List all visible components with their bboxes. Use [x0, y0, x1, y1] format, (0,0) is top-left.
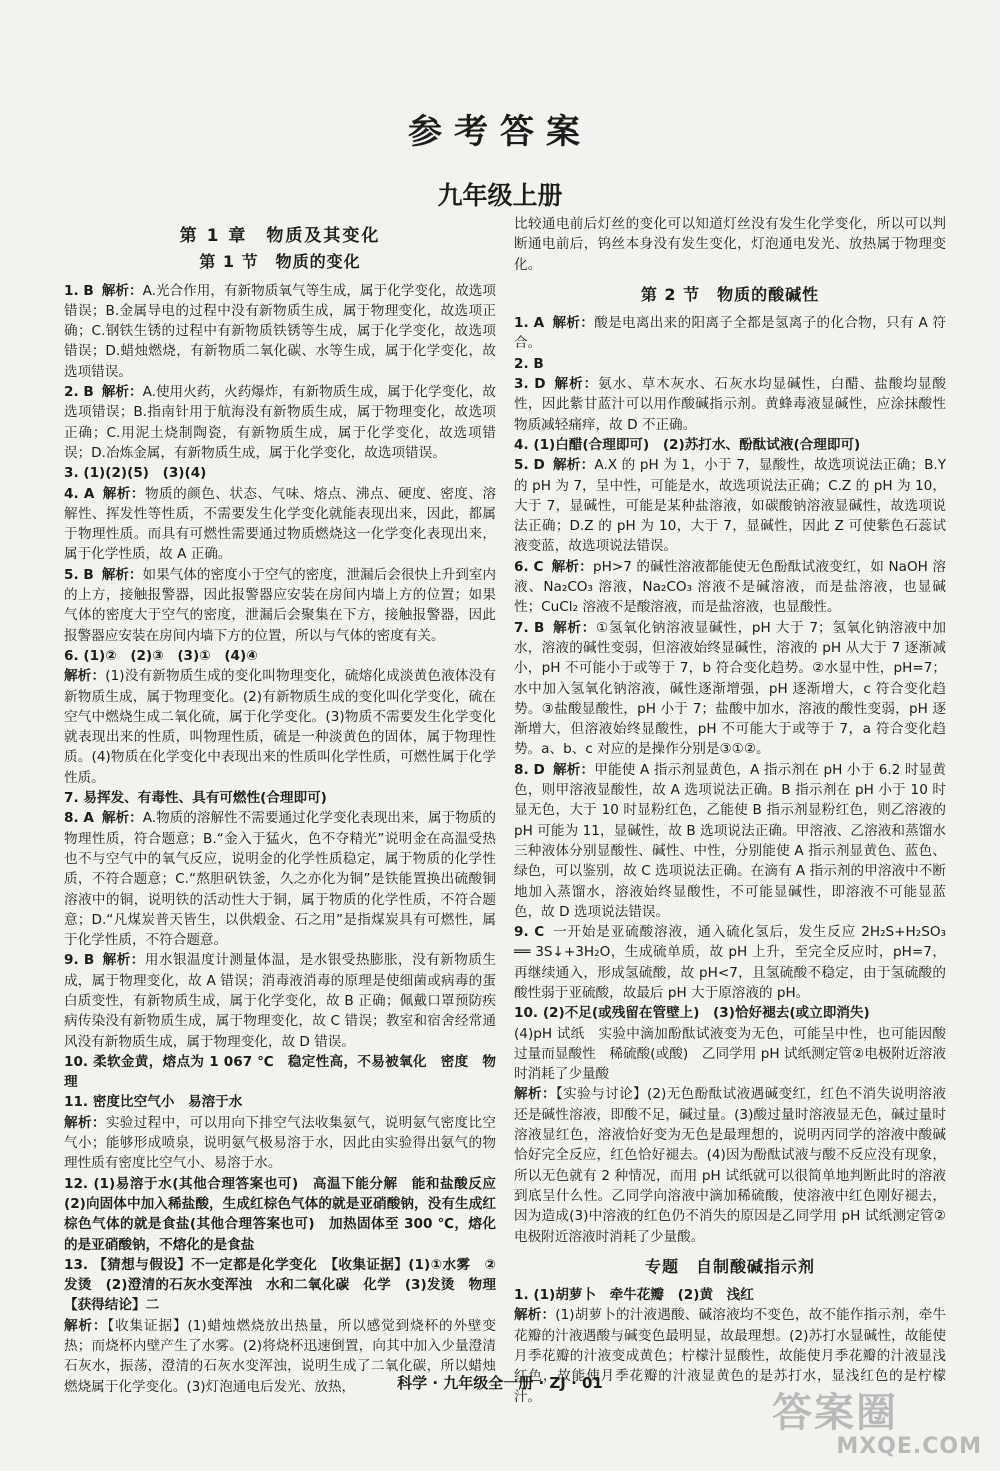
answer-text: 实验过程中，可以用向下排空气法收集氨气，说明氨气密度比空气小；能够形成喷泉，说明氨气极易溶于水，因此由实验得出氨气的物理性质有密度比空气小、易溶于水。: [64, 1114, 497, 1172]
answer-tag: 解析：: [101, 810, 143, 827]
answer-text: 物质的颜色、状态、气味、熔点、沸点、硬度、密度、溶解性、挥发性等性质，不需要发生化学变化就能表现出来，因此，都属于物理性质。而具有可燃性需要通过物质燃烧这一化学变化表现出来，属于化学性质，故 A 正确。: [64, 485, 497, 563]
answer-item: [514, 354, 946, 374]
answer-tag: 解析：: [101, 384, 143, 401]
answer-text: pH>7 的碱性溶液都能使无色酚酞试液变红，如 NaOH 溶液、Na₂CO₃ 溶液，Na₂CO₃ 溶液不是碱溶液，而是盐溶液，也显碱性；CuCl₂ 溶液不是酸溶液，而是盐溶液，也显酸性。: [514, 558, 946, 616]
grade-title: 九年级上册: [437, 181, 563, 210]
answer-text: 【收集证据】(1)蜡烛燃烧放出热量，所以感觉到烧杯的外壁变热；而烧杯内壁产生了水雾。(2)将烧杯迅速倒置，向其中加入少量澄清石灰水，振荡，澄清的石灰水变浑浊，说明生成了二氧化碳，所以蜡烛燃烧属于化学变化。(3)灯泡通电后发光、放热，: [64, 1317, 496, 1395]
answer-num: 12. (1)易溶于水(其他合理答案也可) 高温下能分解 能和盐酸反应 (2)向固体中加入稀盐酸，生成红棕色气体的就是亚硝酸钠，没有生成红棕色气体的就是食盐(其他合理答案也可) 加热固体至 300 ℃，熔化的是亚硝酸钠，不熔化的是食盐: [64, 1175, 510, 1253]
answer-tag: 解析：: [552, 619, 597, 636]
answer-tag: 解析：: [64, 668, 106, 685]
answer-item: [64, 646, 496, 666]
answer-text: 氨水、草木灰水、石灰水均显碱性，白醋、盐酸均显酸性，因此紫甘蓝汁可以用作酸碱指示剂。黄蜂毒液显碱性，应涂抹酸性物质减轻痛痒，故 D 不正确。: [514, 376, 947, 433]
answer-num: 4. A: [64, 485, 95, 502]
watermark-logo: [772, 1390, 982, 1460]
answer-item: [64, 808, 496, 950]
answer-item: [64, 1052, 496, 1093]
answer-item: [514, 435, 946, 455]
answer-item: [64, 281, 496, 382]
answer-item: [64, 788, 496, 808]
page-title: 参考答案: [408, 112, 592, 152]
answer-num: 3. (1)(2)(5) (3)(4): [64, 465, 207, 482]
answer-item: [514, 1003, 946, 1023]
answer-text: 酸是电离出来的阳离子全都是氢离子的化合物，只有 A 符合。: [514, 315, 946, 352]
answer-tag: 解析：: [552, 457, 595, 474]
answer-item: [64, 382, 496, 463]
answer-text: A.物质的溶解性不需要通过化学变化表现出来，属于物质的物理性质，符合题意；B.“金入于猛火，色不夺精光”说明金在高温受热也不与空气中的氧气反应，说明金的化学性质稳定，属于物质的化学性质，不符合题意；C.“熬胆矾铁釜，久之亦化为铜”是铁能置换出硫酸铜溶液中的铜，说明铁的活动性大于铜，属于物质的化学性质，不符合题意；D.“凡煤炭普天皆生，以供煅金、石之用”是指煤炭具有可燃性，属于化学性质，不符合题意。: [64, 810, 496, 949]
answer-tag: 解析：: [102, 952, 145, 969]
answer-text: A.光合作用，有新物质氧气等生成，属于化学变化，故选项错误；B.金属导电的过程中没有新物质生成，属于物理变化，故选项正确；C.钢铁生锈的过程中有新物质铁锈等生成，属于化学变化，故选项错误；D.蜡烛燃烧，有新物质二氧化碳、水等生成，属于化学变化，故选项错误。: [64, 282, 497, 380]
answer-num: 10. (2)不足(或残留在管壁上) (3)恰好褪去(或立即消失): [514, 1005, 870, 1022]
answer-item: [64, 463, 496, 483]
answer-num: 13. 【猜想与假设】不一定都是化学变化 【收集证据】(1)①水雾 ②发烫 (2)澄清的石灰水变浑浊 水和二氧化碳 化学 (3)发烫 物理 【获得结论】二: [64, 1256, 510, 1314]
answer-tag: 解析：: [101, 566, 143, 583]
answer-item: [514, 1024, 946, 1085]
answer-item: [514, 618, 946, 760]
answer-item: [514, 1084, 946, 1246]
answer-num: 6. (1)② (2)③ (3)① (4)④: [64, 647, 258, 664]
watermark-url: MXQE.COM: [836, 1434, 982, 1459]
answer-text: 甲能使 A 指示剂显黄色，A 指示剂在 pH 小于 6.2 时显黄色，则甲溶液显酸性，故 A 选项说法正确。B 指示剂在 pH 小于 10 时显无色，大于 10 时显粉红色，乙能使 B 指示剂显粉红色，则乙溶液的 pH 可能为 11，显碱性，故 B 选项说法正确。甲溶液、乙溶液和蒸馏水三种液体分别显酸性、碱性、中性，分别能使 A 指示剂显黄色、蓝色、绿色，可以鉴别，故 C 选项说法正确。在滴有 A 指示剂的甲溶液中不断地加入蒸馏水，溶液始终显酸性，不可能显碱性，即溶液不可能显蓝色，故 D 选项说法错误。: [514, 761, 947, 920]
answer-text: A.使用火药，火药爆炸，有新物质生成，属于化学变化，故选项错误；B.指南针用于航海没有新物质生成，属于物理变化，故选项正确；C.用泥土烧制陶瓷，有新物质生成，属于化学变化，故选项错误；D.冶炼金属，有新物质生成，属于化学变化，故选项错误。: [64, 384, 497, 461]
answer-item: [64, 666, 496, 788]
answer-tag: 解析：: [551, 558, 593, 575]
answer-item: [514, 455, 946, 556]
answer-num: 5. D: [514, 457, 545, 474]
answer-tag: 解析：: [514, 1086, 556, 1103]
answer-num: 10. 柔软金黄，熔点为 1 067 ℃ 稳定性高，不易被氧化 密度 物理: [64, 1053, 496, 1091]
answer-num: 4. (1)白醋(合理即可) (2)苏打水、酚酞试液(合理即可): [514, 436, 861, 453]
answer-item: [64, 484, 496, 565]
answer-item: [64, 1174, 510, 1255]
answer-num: 7. B: [514, 619, 545, 636]
answer-tag: 解析：: [101, 282, 143, 299]
answer-item: [64, 950, 496, 1051]
answer-text: 如果气体的密度小于空气的密度，泄漏后会很快上升到室内的上方，接触报警器，因此报警器应安装在房间内墙上方的位置；如果气体的密度大于空气的密度，泄漏后会聚集在下方，接触报警器，因此报警器应安装在房间内墙下方的位置，所以与气体的密度有关。: [64, 566, 497, 644]
answer-num: 1. B: [64, 282, 94, 299]
section-heading-3: 专题 自制酸碱指示剂: [644, 1256, 815, 1276]
answer-num: 5. B: [64, 566, 94, 583]
answer-text: 【实验与讨论】(2)无色酚酞试液遇碱变红，红色不消失说明溶液还是碱性溶液，即酸不足，碱过量。(3)酸过量时溶液显无色，碱过量时溶液显红色，溶液恰好变为无色是最理想的，说明丙同学的溶液中酸碱恰好完全反应，红色恰好褪去。(4)因为酚酞试液与酸不反应没有现象，所以无色就有 2 种情况，而用 pH 试纸就可以很简单地判断此时的溶液到底呈什么性。乙同学向溶液中滴加稀硫酸，使溶液中红色刚好褪去，因为造成(3)中溶液的红色仍不消失的原因是乙同学用 pH 试纸测定管②电极附近溶液时消耗了少量酸。: [514, 1086, 946, 1245]
answer-num: 1. A: [514, 315, 545, 332]
answer-item: [514, 922, 946, 1003]
answer-item: [64, 1092, 496, 1112]
answer-text: (4)pH 试纸 实验中滴加酚酞试液变为无色，可能呈中性，也可能因酸过量而显酸性 稀硫酸(或酸) 乙同学用 pH 试纸测定管②电极附近溶液时消耗了少量酸: [514, 1025, 946, 1083]
answer-num: 6. C: [514, 558, 544, 575]
answer-item: [64, 1113, 496, 1174]
continued-text: 比较通电前后灯丝的变化可以知道灯丝没有发生化学变化，所以可以判断通电前后，钨丝本身没有发生变化，灯泡通电发光、放热属于物理变化。: [514, 216, 946, 273]
answer-text: ①氢氧化钠溶液显碱性，pH 大于 7；氢氧化钠溶液中加水，溶液的碱性变弱，但溶液始终显碱性，溶液的 pH 从大于 7 逐渐减小，pH 不可能小于或等于 7，b 符合变化趋势。②水显中性，pH=7；水中加入氢氧化钠溶液，碱性逐渐增强，pH 逐渐增大，c 符合变化趋势。③盐酸显酸性，pH 小于 7；盐酸中加水，溶液的酸性变弱，pH 逐渐增大，但溶液始终显酸性，pH 不可能大于或等于 7，a 符合变化趋势。a、b、c 对应的是操作分别是③①②。: [514, 619, 947, 758]
answer-tag: 解析：: [552, 761, 595, 778]
answer-num: 2. B: [514, 355, 544, 372]
answer-num: 8. A: [64, 810, 94, 827]
answer-item: [514, 313, 946, 354]
section-heading-2: 第 2 节 物质的酸碱性: [640, 284, 820, 304]
answer-num: 11. 密度比空气小 易溶于水: [64, 1094, 243, 1111]
section-heading: 第 1 节 物质的变化: [199, 252, 361, 272]
answer-text: 用水银温度计测量体温，是水银受热膨胀，没有新物质生成，属于物理变化，故 A 错误；消毒液消毒的原理是使细菌或病毒的蛋白质变性，有新物质生成，属于化学变化，故 B 正确；佩戴口罩预防疾病传染没有新物质生成，属于物理变化，故 C 错误；教室和宿舍经常通风没有新物质生成，属于物理变化，故 D 错误。: [64, 952, 497, 1050]
answer-tag: 解析：: [102, 485, 145, 502]
answer-tag: 解析：: [514, 1307, 556, 1324]
answer-list-2: [514, 313, 946, 1247]
answer-num: 9. B: [64, 952, 95, 969]
answer-tag: 解析：: [64, 1114, 106, 1131]
answer-tag: 解析：: [553, 376, 599, 393]
chapter-heading: 第 1 章 物质及其变化: [179, 226, 381, 246]
answer-item: [64, 1255, 510, 1316]
answer-tag: 解析：: [64, 1317, 108, 1334]
answer-num: 1. (1)胡萝卜 牵牛花瓣 (2)黄 浅红: [514, 1287, 754, 1304]
answer-num: 2. B: [64, 384, 94, 401]
answer-text: (1)没有新物质生成的变化叫物理变化，硫熔化成淡黄色液体没有新物质生成，属于物理变化。(2)有新物质生成的变化叫化学变化，硫在空气中燃烧生成二氧化硫，属于化学变化。(3)物质不需要发生化学变化就表现出来的性质，叫物理性质，硫是一种淡黄色的固体，属于物理性质。(4)物质在化学变化中表现出来的性质叫化学性质，可燃性属于化学性质。: [64, 668, 496, 786]
page-footer: 科学 · 九年级全一册 · ZJ · 01: [397, 1374, 603, 1392]
answer-num: 8. D: [514, 761, 545, 778]
answer-item: [514, 760, 946, 922]
answer-item: [64, 565, 496, 646]
answer-item: [514, 1285, 946, 1305]
answer-item: [514, 557, 946, 618]
answer-text: (1)胡萝卜的汁液遇酸、碱溶液均不变色，故不能作指示剂，牵牛花瓣的汁液遇酸与碱变色最明显，故最理想。(2)苏打水显碱性，故能使月季花瓣的汁液变成黄色；柠檬汁显酸性，故能使月季花瓣的汁液显浅红色，故能使月季花瓣的汁液显黄色的是苏打水，显浅红色的是柠檬汁。: [514, 1307, 946, 1405]
answer-num: 9. C: [514, 924, 545, 941]
answer-num: 7. 易挥发、有毒性、具有可燃性(合理即可): [64, 790, 327, 807]
watermark-text: 答案圈: [772, 1390, 898, 1436]
answer-num: 3. D: [514, 376, 546, 393]
answer-text: A.X 的 pH 为 1，小于 7，显酸性，故选项说法正确；B.Y 的 pH 为 7，呈中性，可能是水，故选项说法正确；C.Z 的 pH 为 10，大于 7，显碱性，可能是某种盐溶液，如碳酸钠溶液显碱性，故选项说法正确；D.Z 的 pH 为 10，大于 7，显碱性，因此 Z 可使紫色石蕊试液变蓝，故选项说法错误。: [514, 457, 947, 555]
answer-item: [514, 374, 946, 435]
right-column: [514, 214, 946, 1407]
answer-tag: 解析：: [552, 315, 595, 332]
answer-text: 一开始是亚硫酸溶液，通入硫化氢后，发生反应 2H₂S+H₂SO₃ ══ 3S↓+3H₂O，生成硫单质，故 pH 上升，至完全反应时，pH=7，再继续通入，形成氢硫酸，故 pH<7，且氢硫酸不稳定，由于氢硫酸的酸性弱于亚硫酸，故最后 pH 大于原溶液的 pH。: [514, 924, 946, 1001]
